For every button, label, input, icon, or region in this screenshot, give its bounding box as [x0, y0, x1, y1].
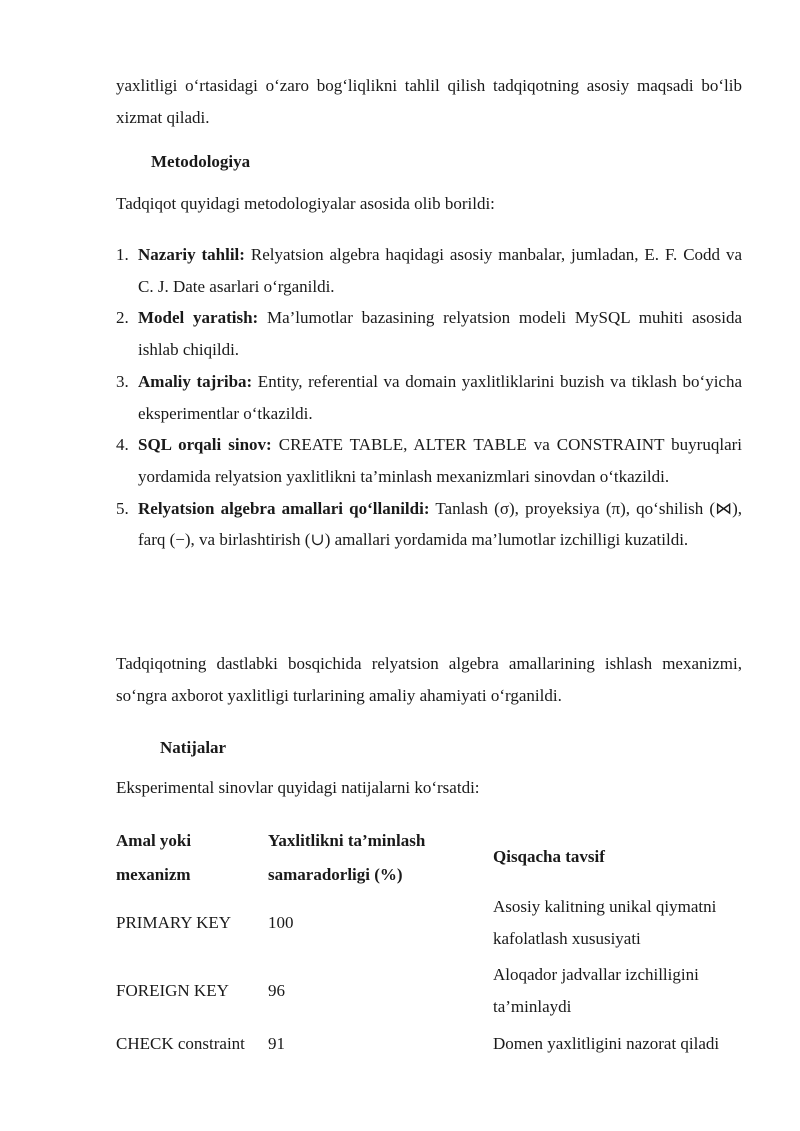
list-item-text: Tanlash (σ), proyeksiya (π), qo‘shilish (⋈), farq (−), va birlashtirish (∪) amallari yordamida ma’lumotlar izchilligi kuzatildi. [138, 498, 742, 550]
table-cell: Aloqador jadvallar izchilligini ta’minlaydi [493, 965, 699, 1016]
table-header-cell: Amal yoki mexanizm [116, 831, 192, 884]
list-item-text: CREATE TABLE, ALTER TABLE va CONSTRAINT buyruqlari yordamida relyatsion yaxlitlikni ta’minlash mexanizmlari sinovdan o‘tkazildi. [138, 435, 742, 486]
table-cell: Domen yaxlitligini nazorat qiladi [493, 1034, 720, 1053]
list-item-text: Entity, referential va domain yaxlitliklarini buzish va tiklash bo‘yicha eksperimentlar o‘tkazildi. [138, 371, 743, 423]
list-item-title: Relyatsion algebra amallari qo‘llanildi: [138, 498, 430, 518]
table-cell: 91 [268, 1034, 285, 1053]
table-cell: PRIMARY KEY [116, 913, 232, 932]
intro-paragraph: yaxlitligi o‘rtasidagi o‘zaro bog‘liqlikni tahlil qilish tadqiqotning asosiy maqsadi bo‘lib xizmat qiladi. [116, 76, 742, 127]
list-item-title: Amaliy tajriba: [138, 371, 253, 391]
methodology-closing: Tadqiqotning dastlabki bosqichida relyatsion algebra amallarining ishlash mexanizmi, so‘ngra axborot yaxlitligi turlarining amaliy ahamiyati o‘rganildi. [116, 654, 742, 705]
results-heading: Natijalar [160, 738, 227, 757]
list-item: 1. Nazariy tahlil: Relyatsion algebra haqidagi asosiy manbalar, jumladan, E. F. Codd va C. J. Date asarlari o‘rganildi. [116, 245, 742, 296]
list-item-title: SQL orqali sinov: [138, 435, 272, 455]
table-header-cell: Qisqacha tavsif [493, 847, 605, 866]
list-item: 4. SQL orqali sinov: CREATE TABLE, ALTER TABLE va CONSTRAINT buyruqlari yordamida relyatsion yaxlitlikni ta’minlash mexanizmlari sinovdan o‘tkazildi. [116, 435, 742, 486]
table-header-cell: Yaxlitlikni ta’minlash samaradorligi (%) [268, 831, 426, 884]
methodology-intro: Tadqiqot quyidagi metodologiyalar asosida olib borildi: [116, 194, 495, 213]
table-cell: 100 [268, 913, 294, 932]
list-item-text: Relyatsion algebra haqidagi asosiy manbalar, jumladan, E. F. Codd va C. J. Date asarlari o‘rganildi. [138, 245, 742, 296]
table-cell: 96 [268, 981, 285, 1000]
table-cell: Asosiy kalitning unikal qiymatni kafolatlash xususiyati [493, 897, 717, 948]
methodology-list [116, 239, 742, 556]
list-item: 5. Relyatsion algebra amallari qo‘llanildi: Tanlash (σ), proyeksiya (π), qo‘shilish (⋈), farq (−), va birlashtirish (∪) amallari yordamida ma’lumotlar izchilligi kuzatildi. [116, 498, 742, 550]
results-intro: Eksperimental sinovlar quyidagi natijalarni ko‘rsatdi: [116, 778, 480, 797]
list-item: 2. Model yaratish: Ma’lumotlar bazasining relyatsion modeli MySQL muhiti asosida ishlab chiqildi. [116, 308, 742, 360]
list-item-title: Model yaratish: [138, 308, 259, 328]
list-item-title: Nazariy tahlil: [138, 245, 245, 264]
table-cell: CHECK constraint [116, 1034, 245, 1053]
table-cell: FOREIGN KEY [116, 981, 229, 1000]
list-item-text: Ma’lumotlar bazasining relyatsion modeli MySQL muhiti asosida ishlab chiqildi. [138, 308, 742, 360]
methodology-heading: Metodologiya [151, 152, 251, 171]
list-item: 3. Amaliy tajriba: Entity, referential va domain yaxlitliklarini buzish va tiklash bo‘yicha eksperimentlar o‘tkazildi. [116, 371, 743, 423]
